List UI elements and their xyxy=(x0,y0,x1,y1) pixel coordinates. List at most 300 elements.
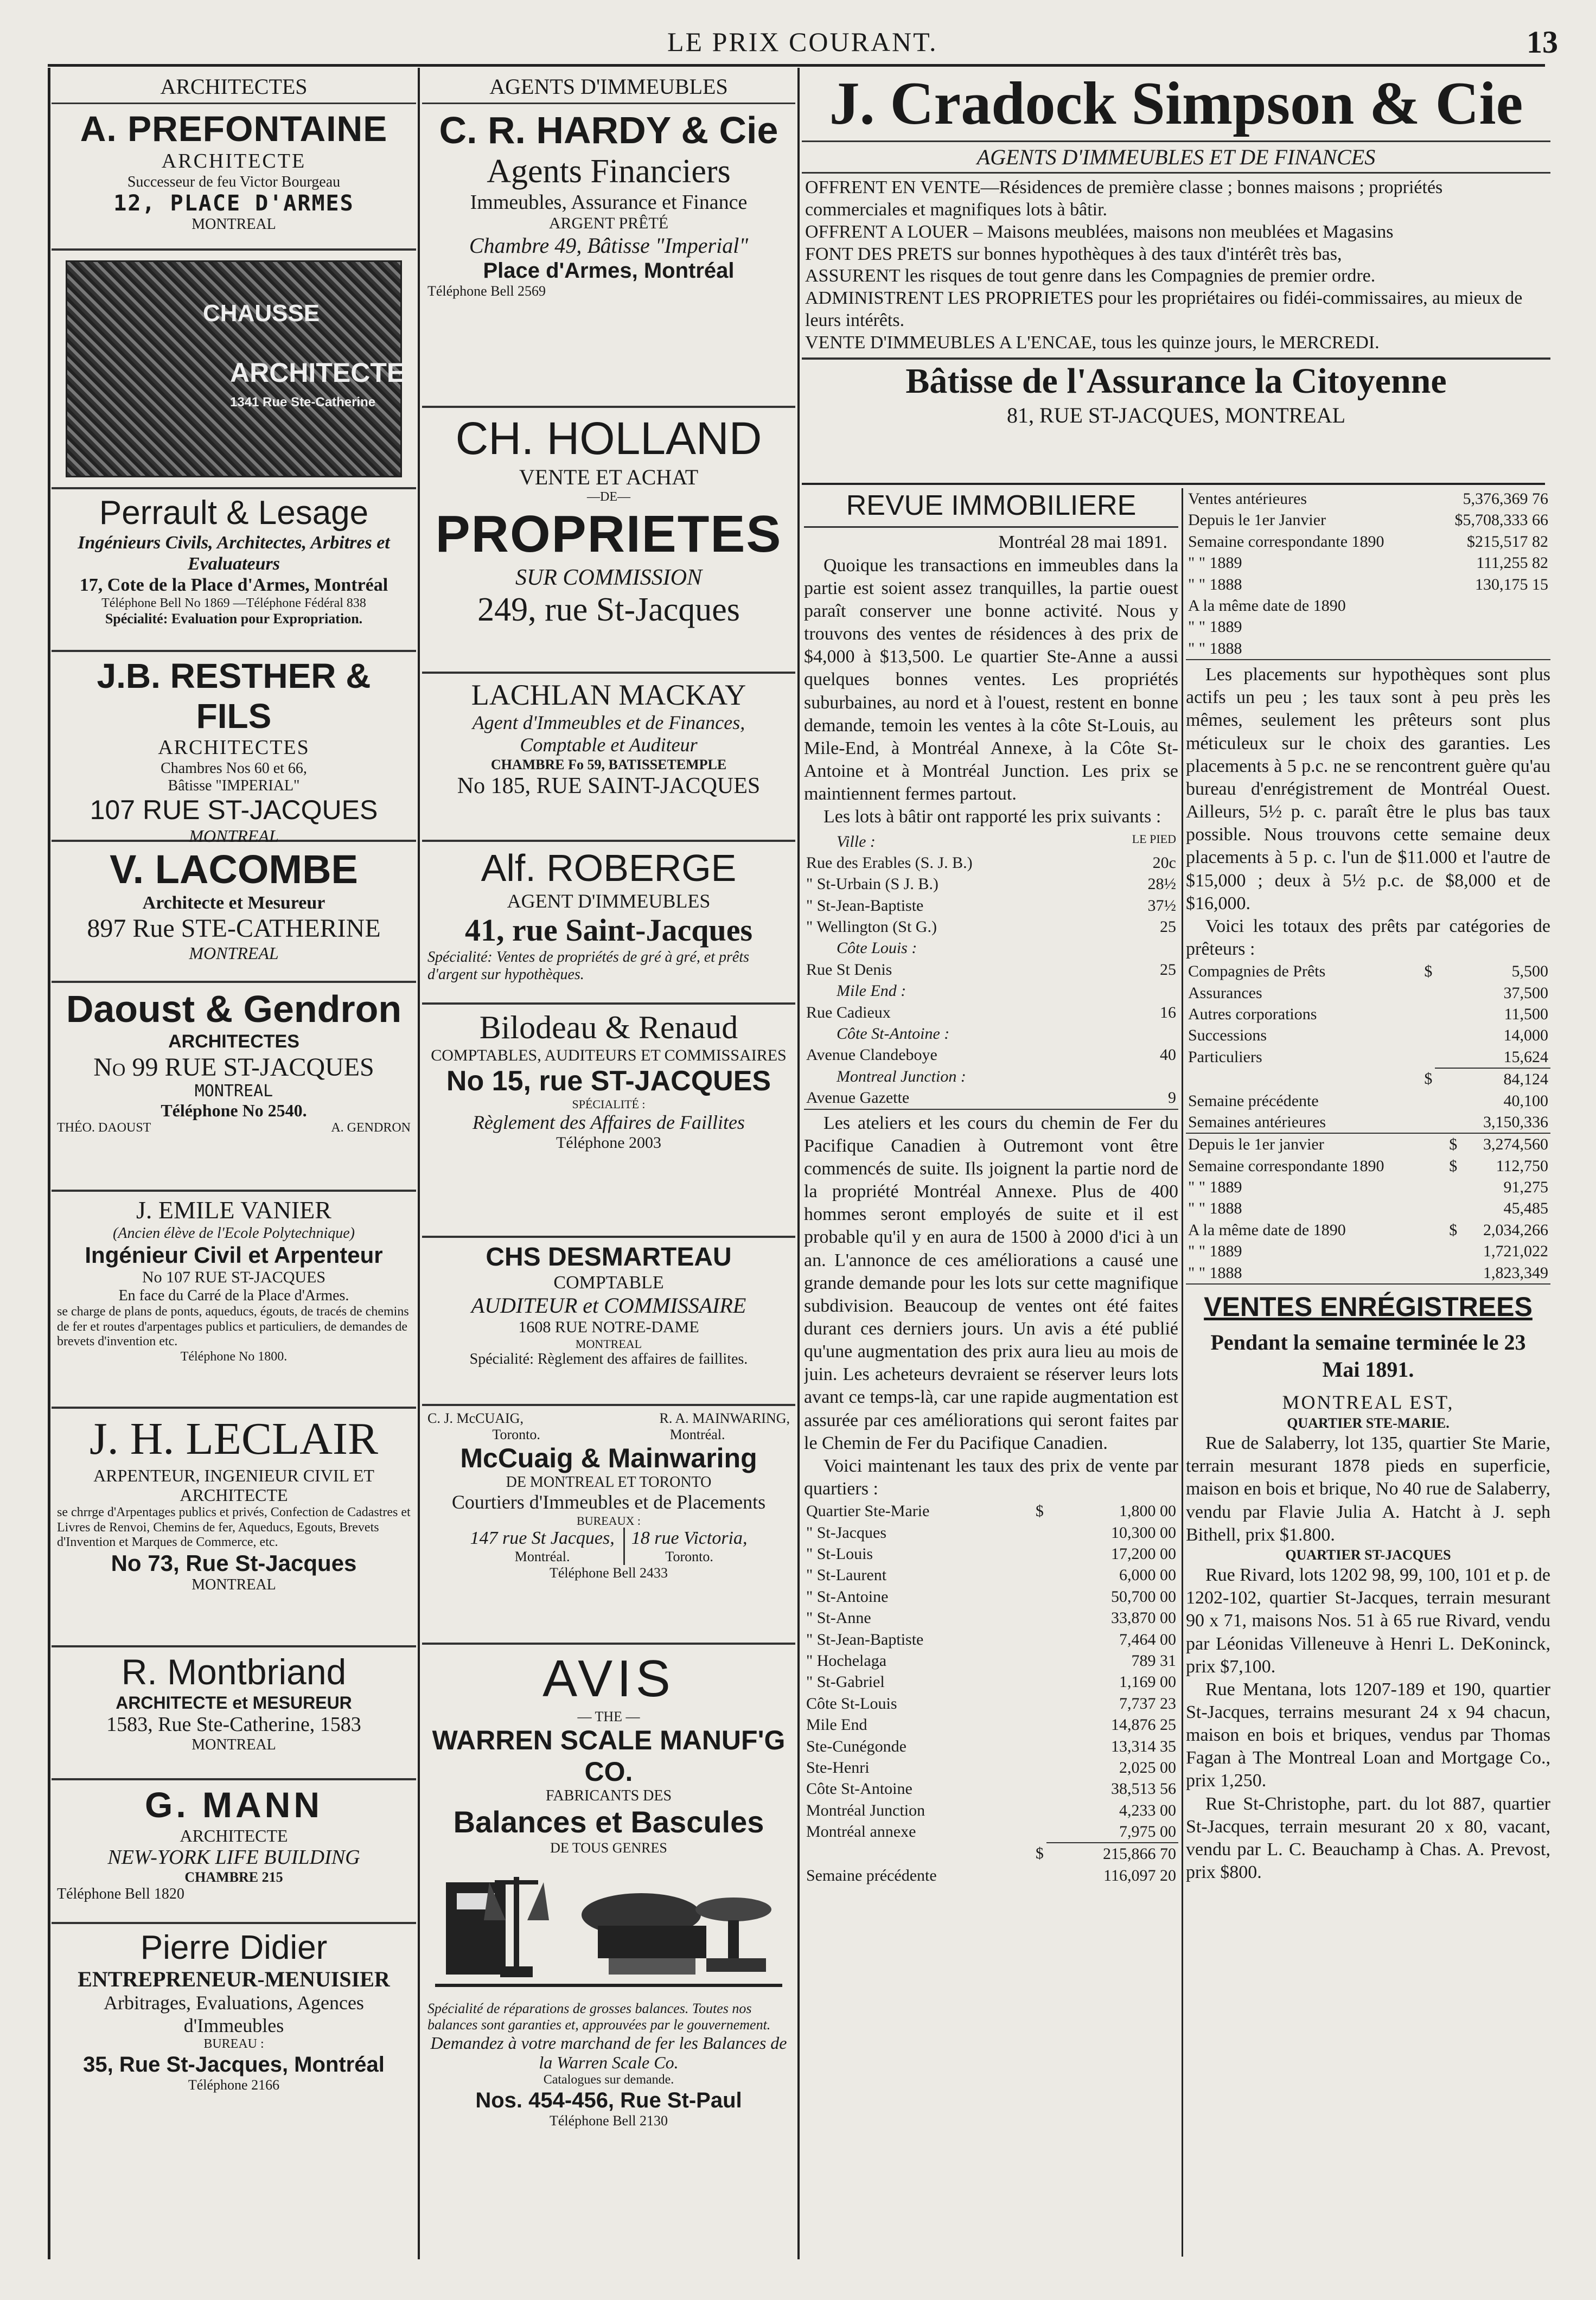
ad-address: Place d'Armes, Montréal xyxy=(483,258,735,283)
table-row xyxy=(1186,1025,1550,1046)
table-row xyxy=(804,980,1178,1001)
currency: $ xyxy=(1449,1135,1458,1154)
ad-role: ARCHITECTE xyxy=(161,149,307,173)
row-value: 25 xyxy=(1160,918,1176,936)
table-row xyxy=(804,1800,1178,1821)
ad-role: Agents Financiers xyxy=(487,152,731,190)
sale-entry: Rue de Salaberry, lot 135, quartier Ste Marie, terrain mesurant 1878 pieds en superficie, maison en bois et brique, No 40 rue de Salaberry, vendu par Flavie Julia A. Hatcht à J. seph Bithell, prix $1.800. xyxy=(1186,1433,1550,1545)
row-label: Ste-Henri xyxy=(806,1758,870,1777)
ad-building: NEW-YORK LIFE BUILDING xyxy=(107,1845,360,1869)
ad-phone: Téléphone Bell 2569 xyxy=(427,283,546,299)
row-label: Côte St-Antoine xyxy=(806,1780,912,1798)
table-row-total xyxy=(1186,1068,1550,1090)
district-heading: MONTREAL EST, xyxy=(1282,1391,1454,1414)
row-value: 789 31 xyxy=(1131,1651,1176,1670)
ad-address: 81, RUE ST-JACQUES, MONTREAL xyxy=(1006,403,1346,427)
ad-address: 41, rue Saint-Jacques xyxy=(464,912,753,948)
row-label: Particuliers xyxy=(1188,1047,1262,1066)
row-value: 11,500 xyxy=(1504,1005,1548,1023)
ad-name: CH. HOLLAND xyxy=(455,413,762,464)
ad-address: 17, Cote de la Place d'Armes, Montréal xyxy=(79,575,388,596)
table-row xyxy=(1186,1046,1550,1068)
row-label: " " 1888 xyxy=(1188,1199,1242,1218)
ad-desc: Agent d'Immeubles et de Finances, Comptable et Auditeur xyxy=(472,712,745,756)
sale-entry: Rue Rivard, lots 1202 98, 99, 100, 101 et p. de 1202-102, quartier St-Jacques, terrain mesurant 90 x 71, maisons Nos. 51 à 65 rue Rivard, vendu par Léonidas Villeneuve à Henri L. DeKoninck, prix $7,100. xyxy=(1186,1565,1550,1677)
row-value: 116,097 20 xyxy=(1103,1866,1176,1884)
section-subtitle: Pendant la semaine terminée le 23 Mai 1891. xyxy=(1210,1330,1526,1382)
ad-didier xyxy=(52,1924,416,2099)
ad-address: No 15, rue ST-JACQUES xyxy=(446,1065,771,1097)
ad-building: Bâtisse de l'Assurance la Citoyenne xyxy=(905,361,1447,401)
row-value xyxy=(1431,616,1550,637)
table-row xyxy=(804,1500,1178,1522)
ad-city: MONTREAL xyxy=(189,943,279,963)
row-label: " St-Louis xyxy=(806,1545,873,1563)
ad-name: WARREN SCALE MANUF'G CO. xyxy=(432,1725,786,1787)
column-rule-1 xyxy=(418,68,420,2259)
sales-totals-table xyxy=(1186,488,1550,660)
ad-address: 12, PLACE D'ARMES xyxy=(113,190,354,216)
ad-line: ARGENT PRÊTÉ xyxy=(548,214,669,233)
ad-line: FABRICANTS DES xyxy=(545,1787,672,1805)
ad-partner: THÉO. DAOUST xyxy=(57,1121,151,1135)
table-row xyxy=(804,916,1178,937)
ad-leclair xyxy=(52,1409,416,1647)
table-row xyxy=(804,1650,1178,1671)
row-label: " Hochelaga xyxy=(806,1651,887,1670)
ad-role: AGENT D'IMMEUBLES xyxy=(507,890,711,912)
currency xyxy=(1033,1821,1046,1843)
ad-chausse-logo xyxy=(52,251,416,489)
table-row xyxy=(804,1865,1178,1886)
ad-partner: R. A. MAINWARING, xyxy=(659,1410,790,1426)
currency xyxy=(1447,1177,1460,1198)
row-value xyxy=(1096,1066,1179,1087)
row-value: 40 xyxy=(1160,1046,1176,1064)
ad-city: Montréal. xyxy=(514,1549,570,1565)
ad-line: Chambre 49, Bâtisse "Imperial" xyxy=(469,233,749,258)
ad-name: Bilodeau & Renaud xyxy=(479,1010,738,1045)
ad-role: ARCHITECTE xyxy=(180,1485,288,1505)
cradock-rule xyxy=(802,483,1545,485)
table-row xyxy=(1186,1090,1550,1111)
column-header: Ville : xyxy=(837,832,876,851)
row-value: 38,513 56 xyxy=(1111,1780,1176,1798)
table-row xyxy=(804,1714,1178,1735)
ad-address: 1583, Rue Ste-Catherine, 1583 xyxy=(106,1713,361,1736)
sale-entry: Rue Mentana, lots 1207-189 et 190, quartier St-Jacques, terrains mesurant 24 x 94 chacun, maison en bois et briques, vendus par Thomas Fagan à The Montreal Loan and Mortgage Co., prix 1,250. xyxy=(1186,1679,1550,1791)
currency xyxy=(1422,982,1435,1004)
row-value: 20c xyxy=(1152,853,1176,872)
section-heading-agents: AGENTS D'IMMEUBLES xyxy=(422,71,795,104)
row-value: 2,025 00 xyxy=(1119,1758,1176,1777)
article-paragraph: Voici maintenant les taux des prix de vente par quartiers : xyxy=(804,1455,1178,1499)
currency xyxy=(1033,1693,1046,1714)
ad-line: DE TOUS GENRES xyxy=(550,1839,667,1856)
table-row xyxy=(1186,982,1550,1004)
currency: $ xyxy=(1424,962,1433,981)
row-value: 1,721,022 xyxy=(1483,1242,1548,1261)
row-label: Montréal annexe xyxy=(806,1823,916,1841)
ad-city: MONTREAL xyxy=(191,1576,276,1594)
ad-address: No 99 RUE ST-JACQUES xyxy=(93,1052,374,1082)
ad-role: ARCHITECTE et MESUREUR xyxy=(116,1692,352,1713)
loans-table xyxy=(1186,961,1550,1133)
row-label: " St-Laurent xyxy=(806,1566,887,1585)
currency xyxy=(1033,1543,1046,1564)
ad-phone: Téléphone 2003 xyxy=(556,1133,662,1152)
ad-line: CHAMBRE Fo 59, BATISSETEMPLE xyxy=(490,756,727,772)
row-value: 16 xyxy=(1160,1003,1176,1021)
ad-phone: Téléphone 2166 xyxy=(188,2077,280,2093)
ad-city: MONTREAL xyxy=(575,1337,642,1351)
ad-line: (Ancien élève de l'Ecole Polytechnique) xyxy=(113,1224,355,1242)
ad-role: ENTREPRENEUR-MENUISIER xyxy=(78,1967,390,1992)
row-label: " " 1888 xyxy=(1188,1263,1242,1282)
ad-holland xyxy=(422,408,795,674)
page-number: 13 xyxy=(1527,24,1558,60)
ad-address: No 107 RUE ST-JACQUES xyxy=(142,1268,326,1287)
row-value: 9 xyxy=(1168,1089,1176,1107)
table-row xyxy=(804,1778,1178,1799)
row-label: Côte Louis : xyxy=(837,939,917,957)
ad-role: ARCHITECTES xyxy=(158,736,310,759)
row-label: Mile End : xyxy=(837,982,906,1000)
currency xyxy=(1033,1736,1046,1757)
currency xyxy=(1422,1004,1435,1025)
row-value: 40,100 xyxy=(1503,1091,1548,1110)
article-paragraph: Les lots à bâtir ont rapporté les prix suivants : xyxy=(823,807,1161,827)
row-value: 15,624 xyxy=(1503,1047,1548,1066)
section-title-ventes: VENTES ENRÉGISTREES xyxy=(1204,1292,1533,1322)
table-row xyxy=(804,1002,1178,1023)
row-value: 17,200 00 xyxy=(1111,1545,1176,1563)
ad-warren-scale xyxy=(422,1645,795,2135)
row-label: " St-Jean-Baptiste xyxy=(806,1630,924,1649)
row-value: 7,737 23 xyxy=(1119,1694,1176,1713)
ad-prefontaine xyxy=(52,104,416,251)
table-row xyxy=(804,1586,1178,1607)
ad-desc: Arbitrages, Evaluations, Agences d'Immeubles xyxy=(104,1992,364,2036)
table-row xyxy=(804,1607,1178,1628)
row-value: 3,150,336 xyxy=(1483,1113,1548,1131)
ad-line: SUR COMMISSION xyxy=(515,565,703,590)
table-row-total xyxy=(804,1843,1178,1864)
ad-line: Courtiers d'Immeubles et de Placements xyxy=(451,1491,766,1513)
row-label: Mile End xyxy=(806,1716,867,1734)
row-label: Avenue Gazette xyxy=(806,1089,910,1107)
table-row xyxy=(804,959,1178,980)
ad-name: Pierre Didier xyxy=(140,1929,328,1966)
ad-headline: PROPRIETES xyxy=(435,505,782,564)
ad-name: J.B. RESTHER & FILS xyxy=(97,656,371,736)
currency: $ xyxy=(1035,1502,1044,1520)
row-label: Autres corporations xyxy=(1188,1005,1317,1023)
row-label: Depuis le 1er Janvier xyxy=(1188,511,1326,529)
ad-address: 35, Rue St-Jacques, Montréal xyxy=(83,2052,385,2077)
ad-vanier xyxy=(52,1192,416,1409)
table-row xyxy=(804,1757,1178,1778)
total-value: 215,866 70 xyxy=(1046,1843,1178,1864)
ad-line: Balances et Bascules xyxy=(453,1805,764,1839)
ad-city: Toronto. xyxy=(492,1426,540,1442)
ad-name: CHS DESMARTEAU xyxy=(486,1243,732,1272)
ad-address: 18 rue Victoria, xyxy=(631,1528,748,1549)
left-border xyxy=(48,68,50,2259)
article-title: REVUE IMMOBILIERE xyxy=(804,488,1178,528)
currency xyxy=(1422,1046,1435,1068)
ad-address: Nos. 454-456, Rue St-Paul xyxy=(475,2088,742,2112)
currency xyxy=(1033,1607,1046,1628)
page-header xyxy=(0,22,1596,60)
row-label: Côte St-Louis xyxy=(806,1694,897,1713)
ad-name: J. EMILE VANIER xyxy=(136,1196,331,1224)
article-paragraph: Voici les totaux des prêts par catégories de prêteurs : xyxy=(1186,916,1550,959)
row-label: " " 1888 xyxy=(1188,575,1242,593)
row-value: 13,314 35 xyxy=(1111,1737,1176,1755)
currency xyxy=(1033,1522,1046,1543)
spacer xyxy=(1422,1111,1435,1133)
row-label: " St-Urbain (S J. B.) xyxy=(806,875,939,893)
currency xyxy=(1447,1262,1460,1284)
loans-cumulative-table xyxy=(1186,1133,1550,1285)
spacer xyxy=(1422,1090,1435,1111)
ad-name: G. MANN xyxy=(145,1785,323,1825)
currency xyxy=(1033,1586,1046,1607)
table-row xyxy=(804,1736,1178,1757)
ad-name: J. H. LECLAIR xyxy=(90,1414,378,1464)
column-rule-3 xyxy=(1182,488,1183,2257)
row-label: Avenue Clandeboye xyxy=(806,1046,937,1064)
currency xyxy=(1033,1757,1046,1778)
ad-desc: se charge de plans de ponts, aqueducs, égouts, de tracés de chemins de fer et routes d'arpentages publics et particuliers, de demandes de brevets d'invention etc. xyxy=(57,1305,409,1349)
ad-phone: Téléphone Bell No 1869 —Téléphone Fédéral 838 xyxy=(101,596,366,610)
row-label: A la même date de 1890 xyxy=(1188,1221,1346,1239)
ad-address: 107 RUE ST-JACQUES xyxy=(90,795,378,826)
article-revue-immobiliere xyxy=(804,488,1178,2257)
row-value: 10,300 00 xyxy=(1111,1523,1176,1542)
currency xyxy=(1033,1714,1046,1735)
ad-city: Montréal. xyxy=(669,1426,725,1442)
currency: $ xyxy=(1449,1221,1458,1239)
currency: $ xyxy=(1449,1157,1458,1175)
row-label: Successions xyxy=(1188,1026,1267,1045)
row-label: " St-Jean-Baptiste xyxy=(806,896,924,915)
ad-offer-line: OFFRENT A LOUER – Maisons meublées, maisons non meublées et Magasins xyxy=(805,221,1394,242)
ad-line: En face du Carré de la Place d'Armes. xyxy=(118,1287,349,1304)
table-row xyxy=(804,1087,1178,1109)
ad-name: V. LACOMBE xyxy=(110,847,358,892)
ad-city: MONTREAL xyxy=(189,826,279,846)
ad-role: Architecte et Mesureur xyxy=(142,893,325,913)
row-label: " St-Gabriel xyxy=(806,1673,885,1691)
ad-name: Perrault & Lesage xyxy=(99,494,369,532)
row-value: 91,275 xyxy=(1503,1178,1548,1197)
quarter-heading: QUARTIER STE-MARIE. xyxy=(1287,1415,1450,1431)
ad-hardy xyxy=(422,104,795,408)
ad-montbriand xyxy=(52,1647,416,1780)
ad-phone: Téléphone No 1800. xyxy=(180,1349,288,1364)
column-rule-2 xyxy=(797,68,800,2259)
ad-role: Ingénieur Civil et Arpenteur xyxy=(85,1242,383,1268)
ad-roberge xyxy=(422,842,795,1005)
row-label: Côte St-Antoine : xyxy=(837,1025,950,1043)
quarter-heading: QUARTIER ST-JACQUES xyxy=(1285,1547,1451,1563)
table-row xyxy=(1186,1198,1550,1219)
ad-name: McCuaig & Mainwaring xyxy=(460,1442,757,1473)
ad-offer-line: ADMINISTRENT LES PROPRIETES pour les propriétaires ou fidéi-commissaires, au mieux de leurs intérêts. xyxy=(805,288,1523,330)
ad-address: 897 Rue STE-CATHERINE xyxy=(87,914,381,943)
row-value: 37,500 xyxy=(1503,983,1548,1002)
table-row xyxy=(1186,552,1550,573)
table-row xyxy=(1186,488,1550,509)
ad-headline: AVIS xyxy=(542,1650,675,1708)
row-value: 112,750 xyxy=(1496,1157,1548,1175)
table-row xyxy=(804,1543,1178,1564)
row-label: Rue St Denis xyxy=(806,960,892,979)
row-value: 25 xyxy=(1160,960,1176,979)
ad-desc: Ingénieurs Civils, Architectes, Arbitres et Evaluateurs xyxy=(78,533,390,574)
row-label: " " 1889 xyxy=(1188,554,1242,572)
page-title: LE PRIX COURANT. xyxy=(667,27,938,57)
currency xyxy=(1422,1025,1435,1046)
table-row xyxy=(1186,961,1550,982)
currency xyxy=(1033,1671,1046,1692)
ad-mann xyxy=(52,1780,416,1924)
article-date: Montréal 28 mai 1891. xyxy=(998,532,1167,553)
table-row xyxy=(1186,595,1550,616)
ad-line: BUREAUX : xyxy=(577,1513,641,1528)
quarter-sales-table xyxy=(804,1500,1178,1886)
row-label: Quartier Ste-Marie xyxy=(806,1502,930,1520)
row-label: Montréal Junction xyxy=(806,1801,925,1819)
ad-resther xyxy=(52,652,416,846)
ad-desc: Règlement des Affaires de Faillites xyxy=(473,1111,745,1133)
row-value: 14,000 xyxy=(1503,1026,1548,1045)
ad-name: LACHLAN MACKAY xyxy=(471,679,746,711)
table-row xyxy=(804,1044,1178,1065)
table-row xyxy=(804,1671,1178,1692)
ad-role: ARPENTEUR, INGENIEUR CIVIL ET xyxy=(93,1465,374,1485)
currency: $ xyxy=(1035,1844,1044,1863)
table-row xyxy=(1186,1241,1550,1262)
ad-name: R. Montbriand xyxy=(121,1652,347,1692)
ad-role: COMPTABLES, AUDITEURS ET COMMISSAIRES xyxy=(431,1046,787,1064)
logo-text: 1341 Rue Ste-Catherine xyxy=(230,395,376,410)
ad-mackay xyxy=(422,674,795,842)
currency xyxy=(1033,1800,1046,1821)
ad-address: 1608 RUE NOTRE-DAME xyxy=(518,1318,699,1337)
ad-city: MONTREAL xyxy=(191,215,276,233)
logo-text: CHAUSSE xyxy=(203,300,320,327)
ad-desc: se chrrge d'Arpentages publics et privés, Confection de Cadastres et Livres de Renvoi, Chemins de fer, Aqueducs, Egouts, Brevets d'Invention et Marques de Commerce, etc. xyxy=(57,1505,411,1550)
table-row xyxy=(1186,1262,1550,1284)
currency xyxy=(1033,1778,1046,1799)
logo-text: ARCHITECTE xyxy=(230,357,405,388)
column-agents xyxy=(422,71,795,2257)
ad-line: Successeur de feu Victor Bourgeau xyxy=(127,173,341,190)
article-paragraph: Les ateliers et les cours du chemin de Fer du Pacifique Canadien à Outremont vont être commencés de suite. Ils joignent la partie nord de la propriété Montréal Annexe. Plus de 400 hommes seront employés de suite et il est probable qu'il y en aura de 1500 à 2000 d'ici à un an. L'annonce de ces améliorations a causé une grande demande pour les lots sur cette magnifique subdivision. Beaucoup de ventes ont été faites durant ces derniers jours. Un avis a été publié qu'une augmentation des prix aura lieu au mois de juin. Les acheteurs devraient se réserver leurs lots avant ce temps-là, car une rapide augmentation est assurée par ces améliorations qui seront faites par le Chemin de Fer du Pacifique Canadien. xyxy=(804,1113,1178,1453)
row-value: 5,376,369 76 xyxy=(1463,490,1548,508)
ad-offer-line: ASSURENT les risques de tout genre dans les Compagnies de premier ordre. xyxy=(805,266,1376,286)
row-label: " St-Jacques xyxy=(806,1523,887,1542)
table-row xyxy=(1186,574,1550,595)
ad-lacombe xyxy=(52,842,416,983)
currency xyxy=(1447,1241,1460,1262)
table-row xyxy=(804,1522,1178,1543)
article-paragraph: Quoique les transactions en immeubles dans la partie est soient assez tranquilles, la partie ouest paraît conserver une bonne activité. Nous y trouvons des ventes de résidences à des prix de $4,000 à $13,500. Le quartier Ste-Anne a aussi quelques bonnes ventes. Les propriétés suburbaines, au nord et à l'ouest, restent en bonne demande, temoin les ventes à la côte St-Louis, au Mile-End, à Montréal Annexe, à la Côte St-Antoine et à Montréal Junction. Les prix se maintiennent fermes partout. xyxy=(804,555,1178,804)
ad-line: CHAMBRE 215 xyxy=(184,1869,283,1886)
table-row xyxy=(804,1629,1178,1650)
ad-offer-line: VENTE D'IMMEUBLES A L'ENCAE, tous les quinze jours, le MERCREDI. xyxy=(805,332,1380,353)
ad-phone: Téléphone Bell 2130 xyxy=(549,2112,668,2129)
column-architects xyxy=(52,71,416,2257)
ad-role: ARCHITECTES xyxy=(168,1031,299,1052)
row-value: 6,000 00 xyxy=(1119,1566,1176,1585)
ad-desc: Spécialité de réparations de grosses balances. Toutes nos balances sont garanties et, approuvées par le gouvernement. xyxy=(427,2000,771,2033)
ad-phone: Téléphone No 2540. xyxy=(161,1101,307,1121)
article-paragraph: Les placements sur hypothèques sont plus actifs un peu ; les taux sont à peu près les mêmes, seulement les prêteurs sont plus méticuleux sur le choix des garanties. Les placements à 5 p.c. ne se rencontrent guère qu'au bureau d'enrégistrement de Montréal Ouest. Ailleurs, 5½ p. c. paraît être le plus bas taux possible. Nous trouvons cette semaine deux placements à 5 p. c. l'un de $11.000 et l'autre de $15,000 ; deux à 5½ p.c. de $8,000 et de $16,000. xyxy=(1186,665,1550,913)
row-label: Rue des Erables (S. J. B.) xyxy=(806,853,973,872)
ad-line: Chambres Nos 60 et 66, xyxy=(161,759,307,777)
ad-specialty: Spécialité: Evaluation pour Expropriation. xyxy=(105,611,363,627)
table-row xyxy=(804,937,1178,959)
ad-bilodeau-renaud xyxy=(422,1005,795,1238)
row-value: 7,975 00 xyxy=(1119,1823,1176,1841)
table-row xyxy=(1186,1111,1550,1133)
ad-address: No 185, RUE SAINT-JACQUES xyxy=(457,773,761,798)
row-label: Montreal Junction : xyxy=(837,1067,966,1085)
row-label: Rue Cadieux xyxy=(806,1003,891,1021)
table-row xyxy=(1186,1004,1550,1025)
ad-city: MONTREAL xyxy=(194,1081,273,1101)
scales-illustration xyxy=(435,1861,782,1996)
total-value: 84,124 xyxy=(1435,1068,1550,1090)
lot-prices-table xyxy=(804,831,1178,1110)
table-row xyxy=(804,1693,1178,1714)
row-label: " " 1889 xyxy=(1188,1178,1242,1197)
row-value: 45,485 xyxy=(1503,1199,1548,1218)
table-row xyxy=(804,1023,1178,1044)
table-row xyxy=(1186,1219,1550,1241)
ad-name: J. Cradock Simpson & Cie xyxy=(829,71,1523,137)
ad-role: AUDITEUR et COMMISSAIRE xyxy=(471,1293,746,1318)
currency xyxy=(1033,1629,1046,1650)
row-label: Depuis le 1er janvier xyxy=(1188,1135,1324,1154)
table-row xyxy=(804,1564,1178,1586)
ad-name: Daoust & Gendron xyxy=(66,988,402,1030)
row-value: 4,233 00 xyxy=(1119,1801,1176,1819)
row-label: Semaine correspondante 1890 xyxy=(1188,1157,1384,1175)
ad-specialty: Spécialité: Règlement des affaires de faillites. xyxy=(469,1351,748,1368)
ad-line: —DE— xyxy=(587,489,630,504)
table-row xyxy=(1186,531,1550,552)
section-heading-architectes: ARCHITECTES xyxy=(52,71,416,104)
ad-offer-line: FONT DES PRETS sur bonnes hypothèques à des taux d'intérêt très bas, xyxy=(805,244,1342,264)
ad-role: ARCHITECTE xyxy=(180,1825,288,1845)
ad-phone: Téléphone Bell 1820 xyxy=(57,1886,184,1903)
row-label: Ste-Cunégonde xyxy=(806,1737,906,1755)
row-value: 7,464 00 xyxy=(1119,1630,1176,1649)
row-label: Semaine correspondante 1890 xyxy=(1188,532,1384,551)
ad-daoust-gendron xyxy=(52,983,416,1192)
ad-name: Alf. ROBERGE xyxy=(481,847,737,889)
header-rule xyxy=(48,64,1545,67)
column-header: LE PIED xyxy=(1132,832,1176,846)
ad-line: Bâtisse "IMPERIAL" xyxy=(168,777,300,795)
ad-specialty: Spécialité: Ventes de propriétés de gré à gré, et prêts d'argent sur hypothèques. xyxy=(427,948,750,983)
ad-address: No 73, Rue St-Jacques xyxy=(111,1550,357,1576)
